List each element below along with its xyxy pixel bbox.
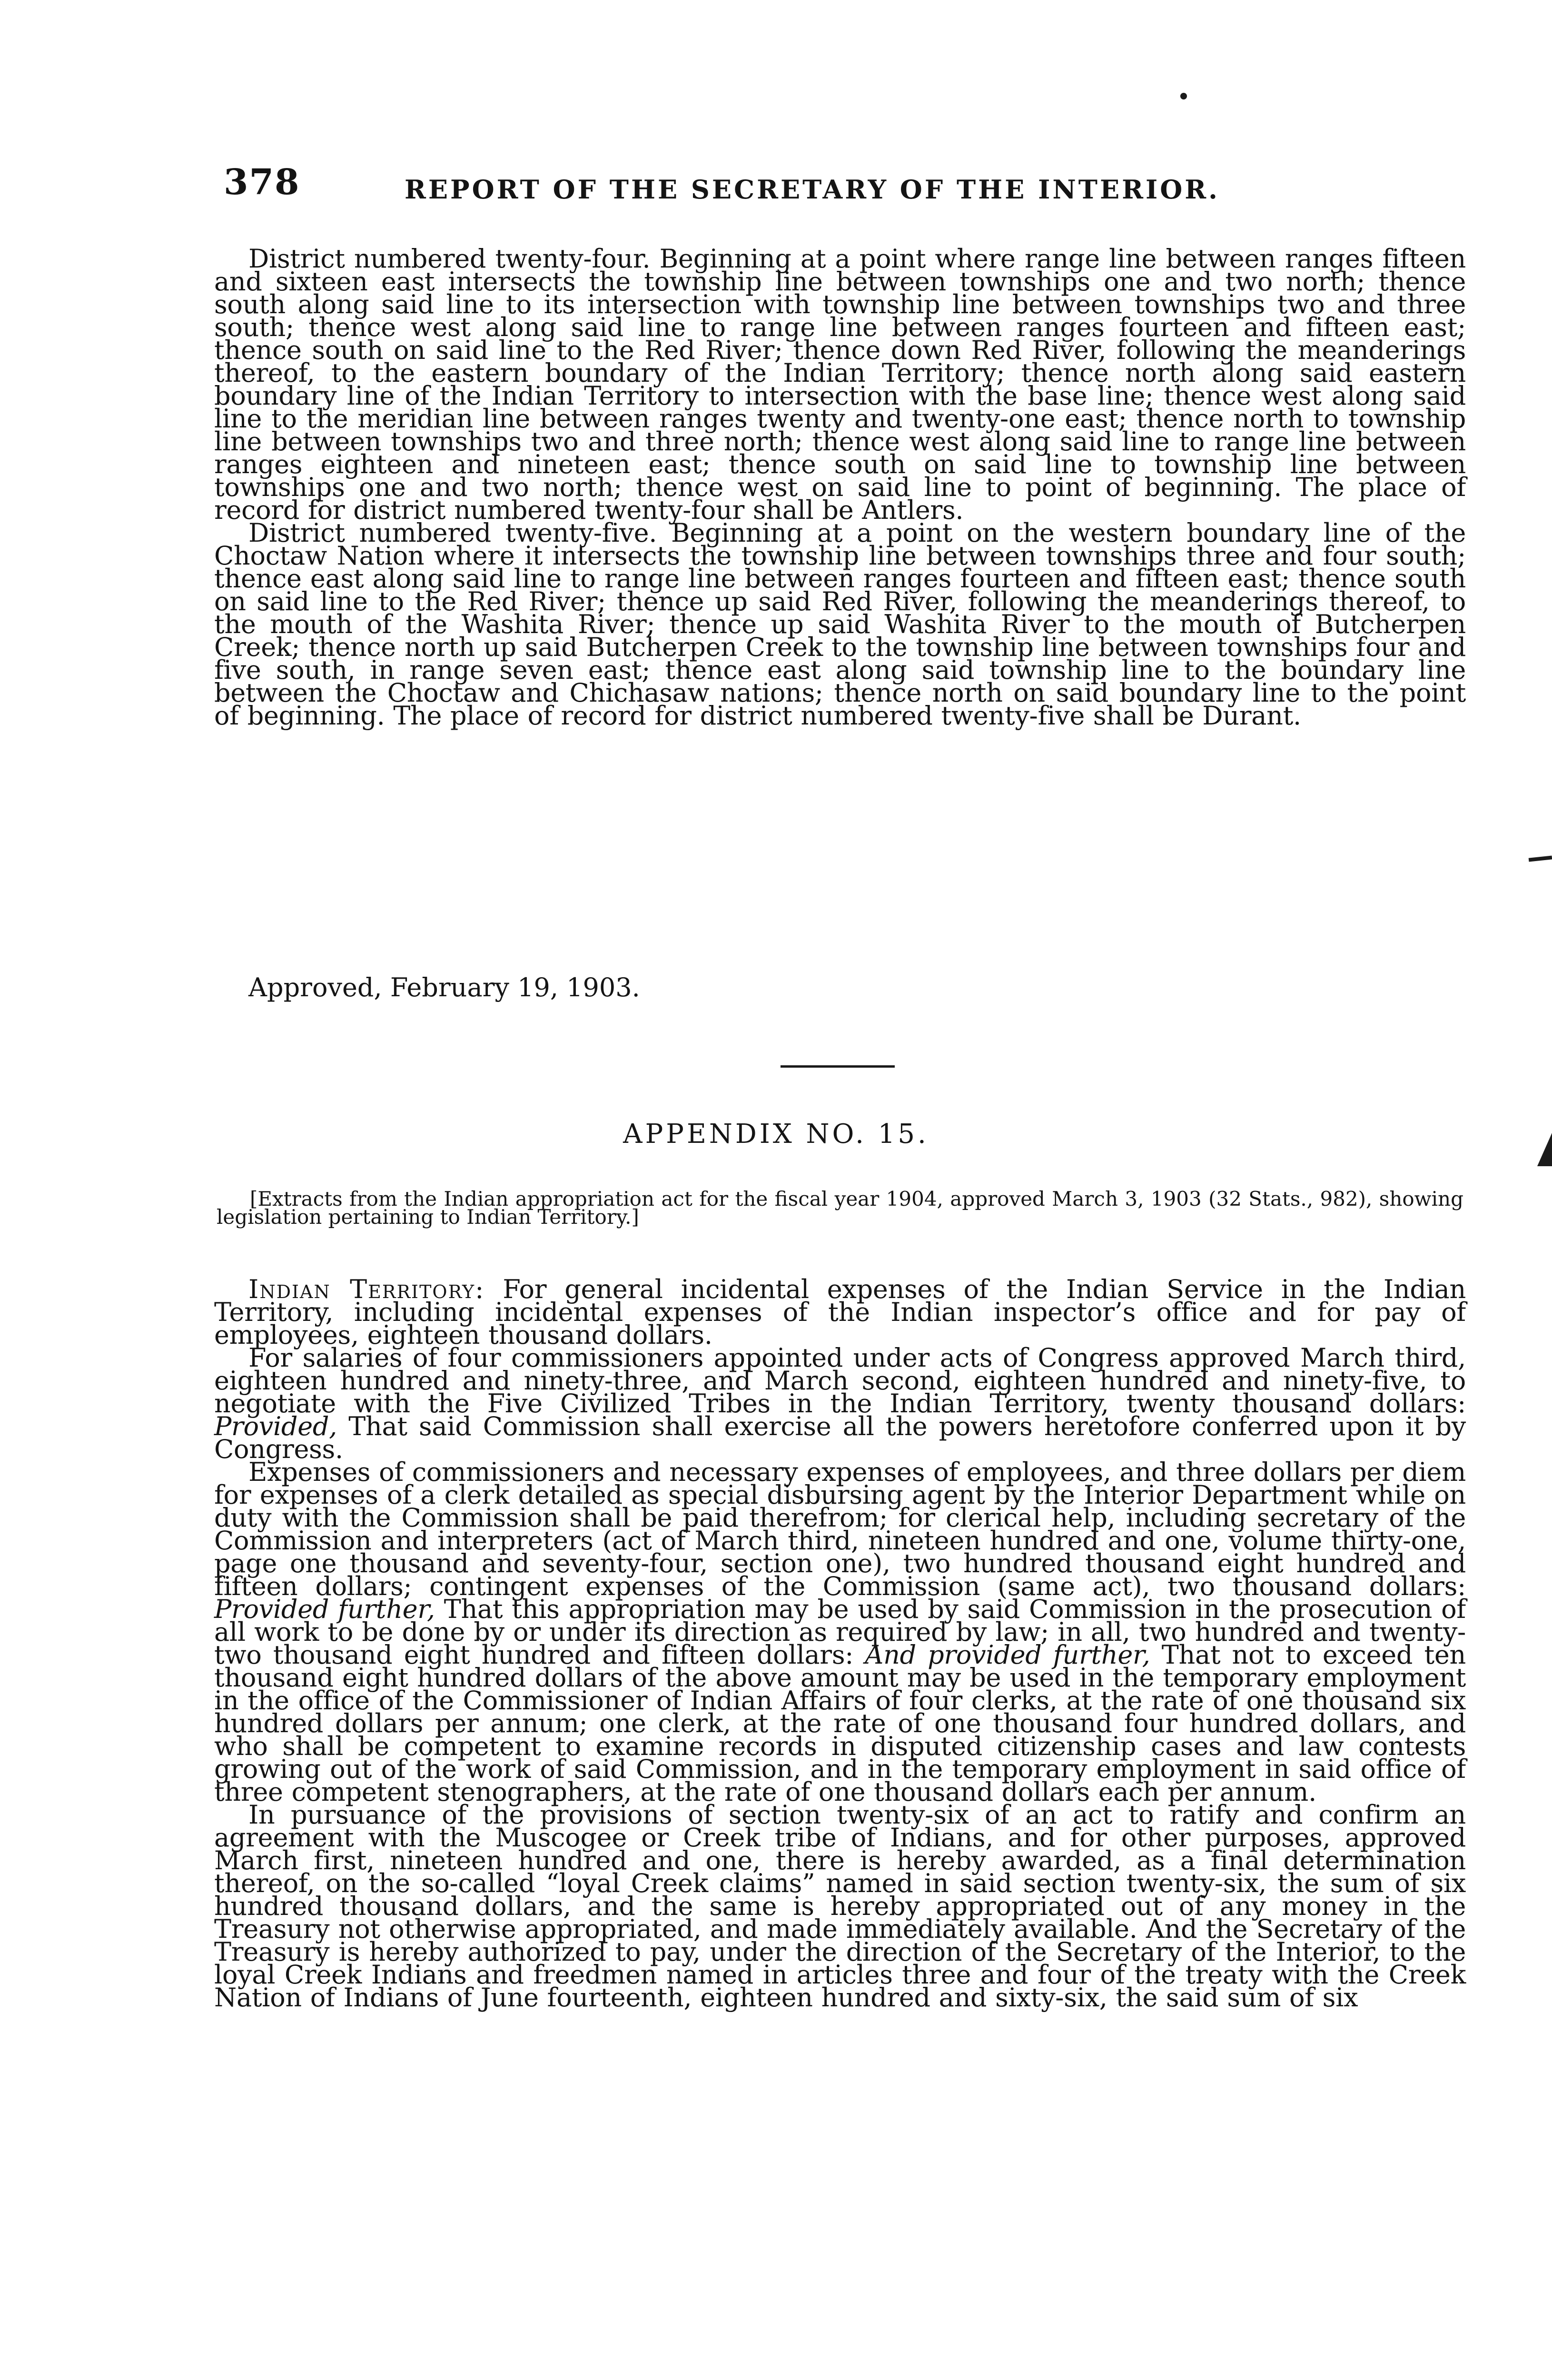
scan-speck xyxy=(1180,93,1187,99)
provided-further-italic: Provided further, xyxy=(214,1594,435,1624)
and-provided-further-italic: And provided further, xyxy=(865,1640,1150,1670)
provided-italic: Provided, xyxy=(214,1411,337,1441)
indian-territory-lead: Indian Territory: xyxy=(248,1274,485,1304)
page-header xyxy=(224,162,1318,209)
paragraph-2-part-b: That said Commission shall exercise all the powers heretofore conferred upon it by Congress. xyxy=(214,1411,1466,1464)
district-24-paragraph: District numbered twenty-four. Beginning at a point where range line between ranges fifteen and sixteen east intersects the township line between townships one and two north; thence south along said line to its intersection with township line between townships two and three south; thence west along said line to range line between ranges fourteen and fifteen east; thence south on said line to the Red River; thence down Red River, following the meanderings thereof, to the eastern boundary of the Indian Territory; thence north along said eastern boundary line of the Indian Territory to intersection with the base line; thence west along said line to the meridian line between ranges twenty and twenty-one east; thence north to township line between townships two and three north; thence west along said line to range line between ranges eighteen and nineteen east; thence south on said line to township line between townships one and two north; thence west on said line to point of beginning. The place of record for district numbered twenty-four shall be Antlers. xyxy=(214,244,1466,525)
appendix-paragraph-3 xyxy=(214,1457,1466,1807)
appendix-paragraph-1 xyxy=(214,1274,1466,1350)
appendix-paragraph-4: In pursuance of the provisions of section twenty-six of an act to ratify and confirm an agreement with the Muscogee or Creek tribe of Indians, and for other purposes, approved March first, nineteen hundred and one, there is hereby awarded, as a final determination thereof, on the so-called “loyal Creek claims” named in said section twenty-six, the sum of six hundred thousand dollars, and the same is hereby appropriated out of any money in the Treasury not otherwise appropriated, and made immediately available. And the Secretary of the Treasury is hereby authorized to pay, under the direction of the Secretary of the Interior, to the loyal Creek Indians and freedmen named in articles three and four of the treaty with the Creek Nation of Indians of June fourteenth, eighteen hundred and sixty-six, the said sum of six xyxy=(214,1800,1466,2013)
paragraph-3-part-a: Expenses of commissioners and necessary expenses of employees, and three dollars per diem for expenses of a clerk detailed as special disbursing agent by the Interior Department while on duty with the Commission shall be paid therefrom; for clerical help, including secretary of the Commission and interpreters (act of March third, nineteen hundred and one, volume thirty-one, page one thousand and seventy-four, section one), two hundred thousand eight hundred and fifteen dollars; contingent expenses of the Commission (same act), two thousand dollars: xyxy=(214,1457,1466,1601)
approval-line: Approved, February 19, 1903. xyxy=(248,972,640,1002)
paragraph-3-part-b: That this appropriation may be used by said Commission in the prosecution of all work to be done by or under its direction as required by law; in all, two hundred and twenty-two thousand eight hundred and fifteen dollars: xyxy=(214,1594,1466,1670)
paragraph-2-part-a: For salaries of four commissioners appointed under acts of Congress approved March third, eighteen hundred and ninety-three, and March second, eighteen hundred and ninety-five, to negotiate with the Five Civilized Tribes in the Indian Territory, twenty thousand dollars: xyxy=(214,1343,1466,1418)
running-head: REPORT OF THE SECRETARY OF THE INTERIOR. xyxy=(405,174,1220,205)
appendix-source-note: [Extracts from the Indian appropriation act for the fiscal year 1904, approved March 3, 1903 (32 Stats., 982), showing legislation pertaining to Indian Territory.] xyxy=(217,1187,1463,1229)
district-25-paragraph: District numbered twenty-five. Beginning at a point on the western boundary line of the Choctaw Nation where it intersects the township line between townships three and four south; thence east along said line to range line between ranges fourteen and fifteen east; thence south on said line to the Red River; thence up said Red River, following the meanderings thereof, to the mouth of the Washita River; thence up said Washita River to the mouth of Butcherpen Creek; thence north up said Butcherpen Creek to the township line between townships four and five south, in range seven east; thence east along said township line to the boundary line between the Choctaw and Chichasaw nations; thence north on said boundary line to the point of beginning. The place of record for district numbered twenty-five shall be Durant. xyxy=(214,518,1466,731)
district-descriptions xyxy=(214,244,1466,731)
scan-margin-mark xyxy=(1529,855,1552,862)
appendix-paragraph-1-text: For general incidental expenses of the Indian Service in the Indian Territory, including incidental expenses of the Indian inspector’s office and for pay of employees, eighteen thousand dollars. xyxy=(214,1274,1466,1350)
paragraph-3-part-c: That not to exceed ten thousand eight hundred dollars of the above amount may be used in the temporary employment in the office of the Commissioner of Indian Affairs of four clerks, at the rate of one thousand six hundred dollars per annum; one clerk, at the rate of one thousand four hundred dollars, and who shall be competent to examine records in disputed citizenship cases and law contests growing out of the work of said Commission, and in the temporary employment in said office of three competent stenographers, at the rate of one thousand dollars each per annum. xyxy=(214,1640,1466,1807)
appendix-body xyxy=(214,1274,1466,2013)
appendix-title: APPENDIX NO. 15. xyxy=(623,1119,929,1150)
appendix-paragraph-2 xyxy=(214,1343,1466,1464)
page-number: 378 xyxy=(224,162,300,203)
section-divider xyxy=(781,1065,895,1068)
